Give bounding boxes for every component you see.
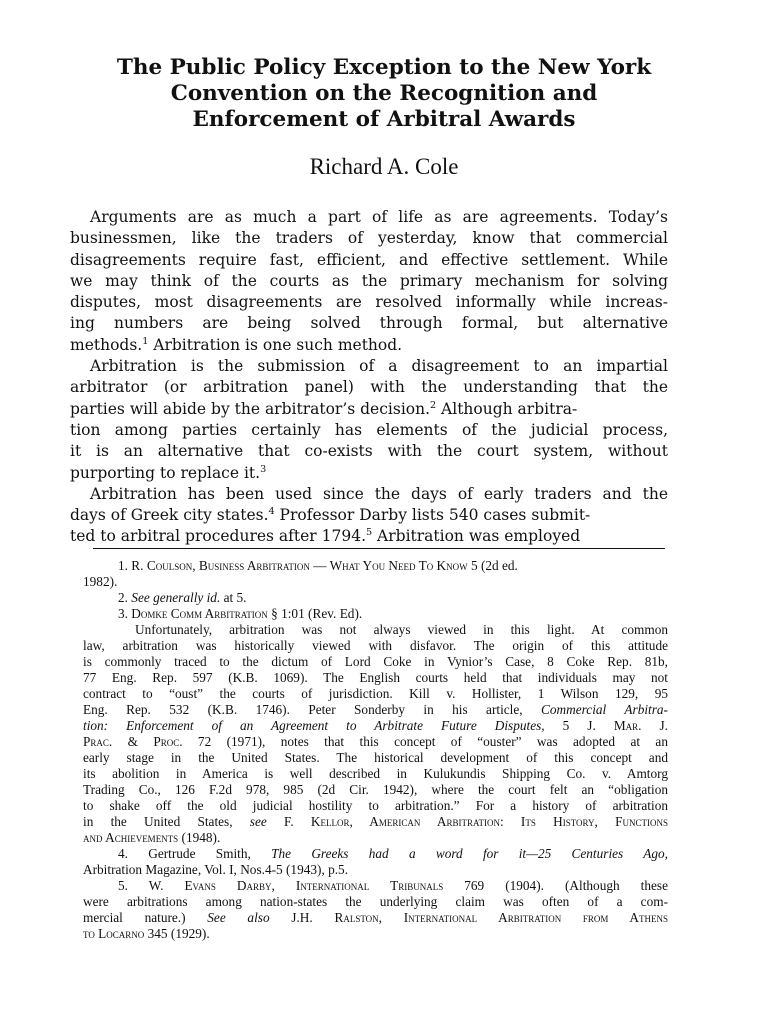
footnote-line: early stage in the United States. The historical development of this concept and bbox=[83, 750, 668, 765]
footnote-line: 3. Domke Comm Arbitration § 1:01 (Rev. Ed). bbox=[118, 606, 363, 621]
footnote-line: 1982). bbox=[83, 574, 118, 589]
footnote-line: 4. Gertrude Smith, The Greeks had a word for it—25 Centuries Ago, bbox=[118, 846, 668, 861]
body-line: disputes, most disagreements are resolved informally while increas- bbox=[70, 293, 668, 312]
footnote-divider bbox=[93, 548, 665, 549]
footnote-line: 77 Eng. Rep. 597 (K.B. 1069). The English courts held that individuals may not bbox=[83, 670, 668, 685]
title-line: Convention on the Recognition and bbox=[170, 81, 598, 106]
body-line: arbitrator (or arbitration panel) with the understanding that the bbox=[70, 378, 668, 397]
footnote-line: is commonly traced to the dictum of Lord Coke in Vynior’s Case, 8 Coke Rep. 81b, bbox=[83, 654, 668, 669]
body-line: Arbitration is the submission of a disagreement to an impartial bbox=[90, 357, 668, 376]
body-line: tion among parties certainly has elements of the judicial process, bbox=[70, 420, 668, 439]
footnote-ref[interactable]: 5 bbox=[366, 527, 373, 539]
footnote-line: tion: Enforcement of an Agreement to Arbitrate Future Disputes, 5 J. Mar. J. bbox=[83, 718, 668, 733]
body-line: days of Greek city states.$^4$ Professor Darby lists 540 cases submit- bbox=[70, 506, 591, 525]
title-line: The Public Policy Exception to the New York bbox=[116, 55, 652, 80]
footnote-line: 5. W. Evans Darby, International Tribunals 769 (1904). (Although these bbox=[118, 878, 668, 893]
body-line: Arguments are as much a part of life as are agreements. Today’s bbox=[90, 208, 668, 226]
footnote-line: Prac. & Proc. 72 (1971), notes that this concept of “ouster” was adopted at an bbox=[83, 734, 668, 749]
footnote-line: contract to “oust” the courts of jurisdiction. Kill v. Hollister, 1 Wilson 129, 95 bbox=[83, 686, 668, 701]
body-line: we may think of the courts as the primary mechanism for solving bbox=[70, 271, 668, 290]
footnote-line: in the United States, see F. Kellor, American Arbitration: Its History, Functions bbox=[83, 814, 668, 829]
body-line: purporting to replace it.$^3$ bbox=[70, 463, 267, 482]
footnote-line: to Locarno 345 (1929). bbox=[83, 926, 210, 941]
article-title bbox=[60, 55, 708, 133]
footnote-line: 2. See generally id. at 5. bbox=[118, 590, 247, 605]
footnote-ref[interactable]: 2 bbox=[430, 399, 437, 411]
body-line: it is an alternative that co-exists with the court system, without bbox=[70, 442, 668, 461]
body-line: ted to arbitral procedures after 1794.$^5$ Arbitration was employed bbox=[70, 527, 581, 546]
title-line: Enforcement of Arbitral Awards bbox=[192, 107, 576, 132]
footnote-line: Trading Co., 126 F.2d 978, 985 (2d Cir. 1942), where the court felt an “obligation bbox=[83, 782, 668, 797]
footnote-line: its abolition in America is well described in Kulukundis Shipping Co. v. Amtorg bbox=[83, 766, 668, 781]
footnote-line: and Achievements (1948). bbox=[83, 830, 221, 845]
body-text bbox=[70, 207, 668, 548]
footnote-line: 1. R. Coulson, Business Arbitration — What You Need To Know 5 (2d ed. bbox=[118, 558, 518, 573]
footnote-line: mercial nature.) See also J.H. Ralston, International Arbitration from Athens bbox=[83, 910, 668, 925]
footnote-ref[interactable]: 4 bbox=[268, 506, 275, 517]
footnote-line: Arbitration Magazine, Vol. I, Nos.4-5 (1943), p.5. bbox=[83, 862, 349, 877]
footnote-line: Eng. Rep. 532 (K.B. 1746). Peter Sonderby in his article, Commercial Arbitra- bbox=[83, 702, 668, 717]
body-line: Arbitration has been used since the days of early traders and the bbox=[90, 484, 668, 503]
footnote-line: Unfortunately, arbitration was not always viewed in this light. At common bbox=[135, 622, 668, 637]
body-line: parties will abide by the arbitrator’s decision.$^2$ Although arbitra- bbox=[70, 399, 578, 418]
footnote-line: were arbitrations among nation-states the underlying claim was often of a com- bbox=[83, 894, 668, 909]
footnote-ref[interactable]: 3 bbox=[260, 463, 267, 475]
footnote-line: law, arbitration was historically viewed with disfavor. The origin of this attitude bbox=[83, 638, 668, 653]
footnote-line: to shake off the old judicial hostility to arbitration.” For a history of arbitration bbox=[83, 798, 668, 813]
footnote-ref[interactable]: 1 bbox=[142, 335, 149, 347]
body-line: ing numbers are being solved through formal, but alternative bbox=[70, 314, 668, 333]
body-line: businessmen, like the traders of yesterday, know that commercial bbox=[70, 229, 668, 248]
author-name: Richard A. Cole bbox=[309, 154, 459, 179]
body-line: disagreements require fast, efficient, and effective settlement. While bbox=[70, 250, 668, 269]
body-line: methods.$^1$ Arbitration is one such method. bbox=[70, 335, 403, 354]
footnotes bbox=[70, 558, 668, 942]
